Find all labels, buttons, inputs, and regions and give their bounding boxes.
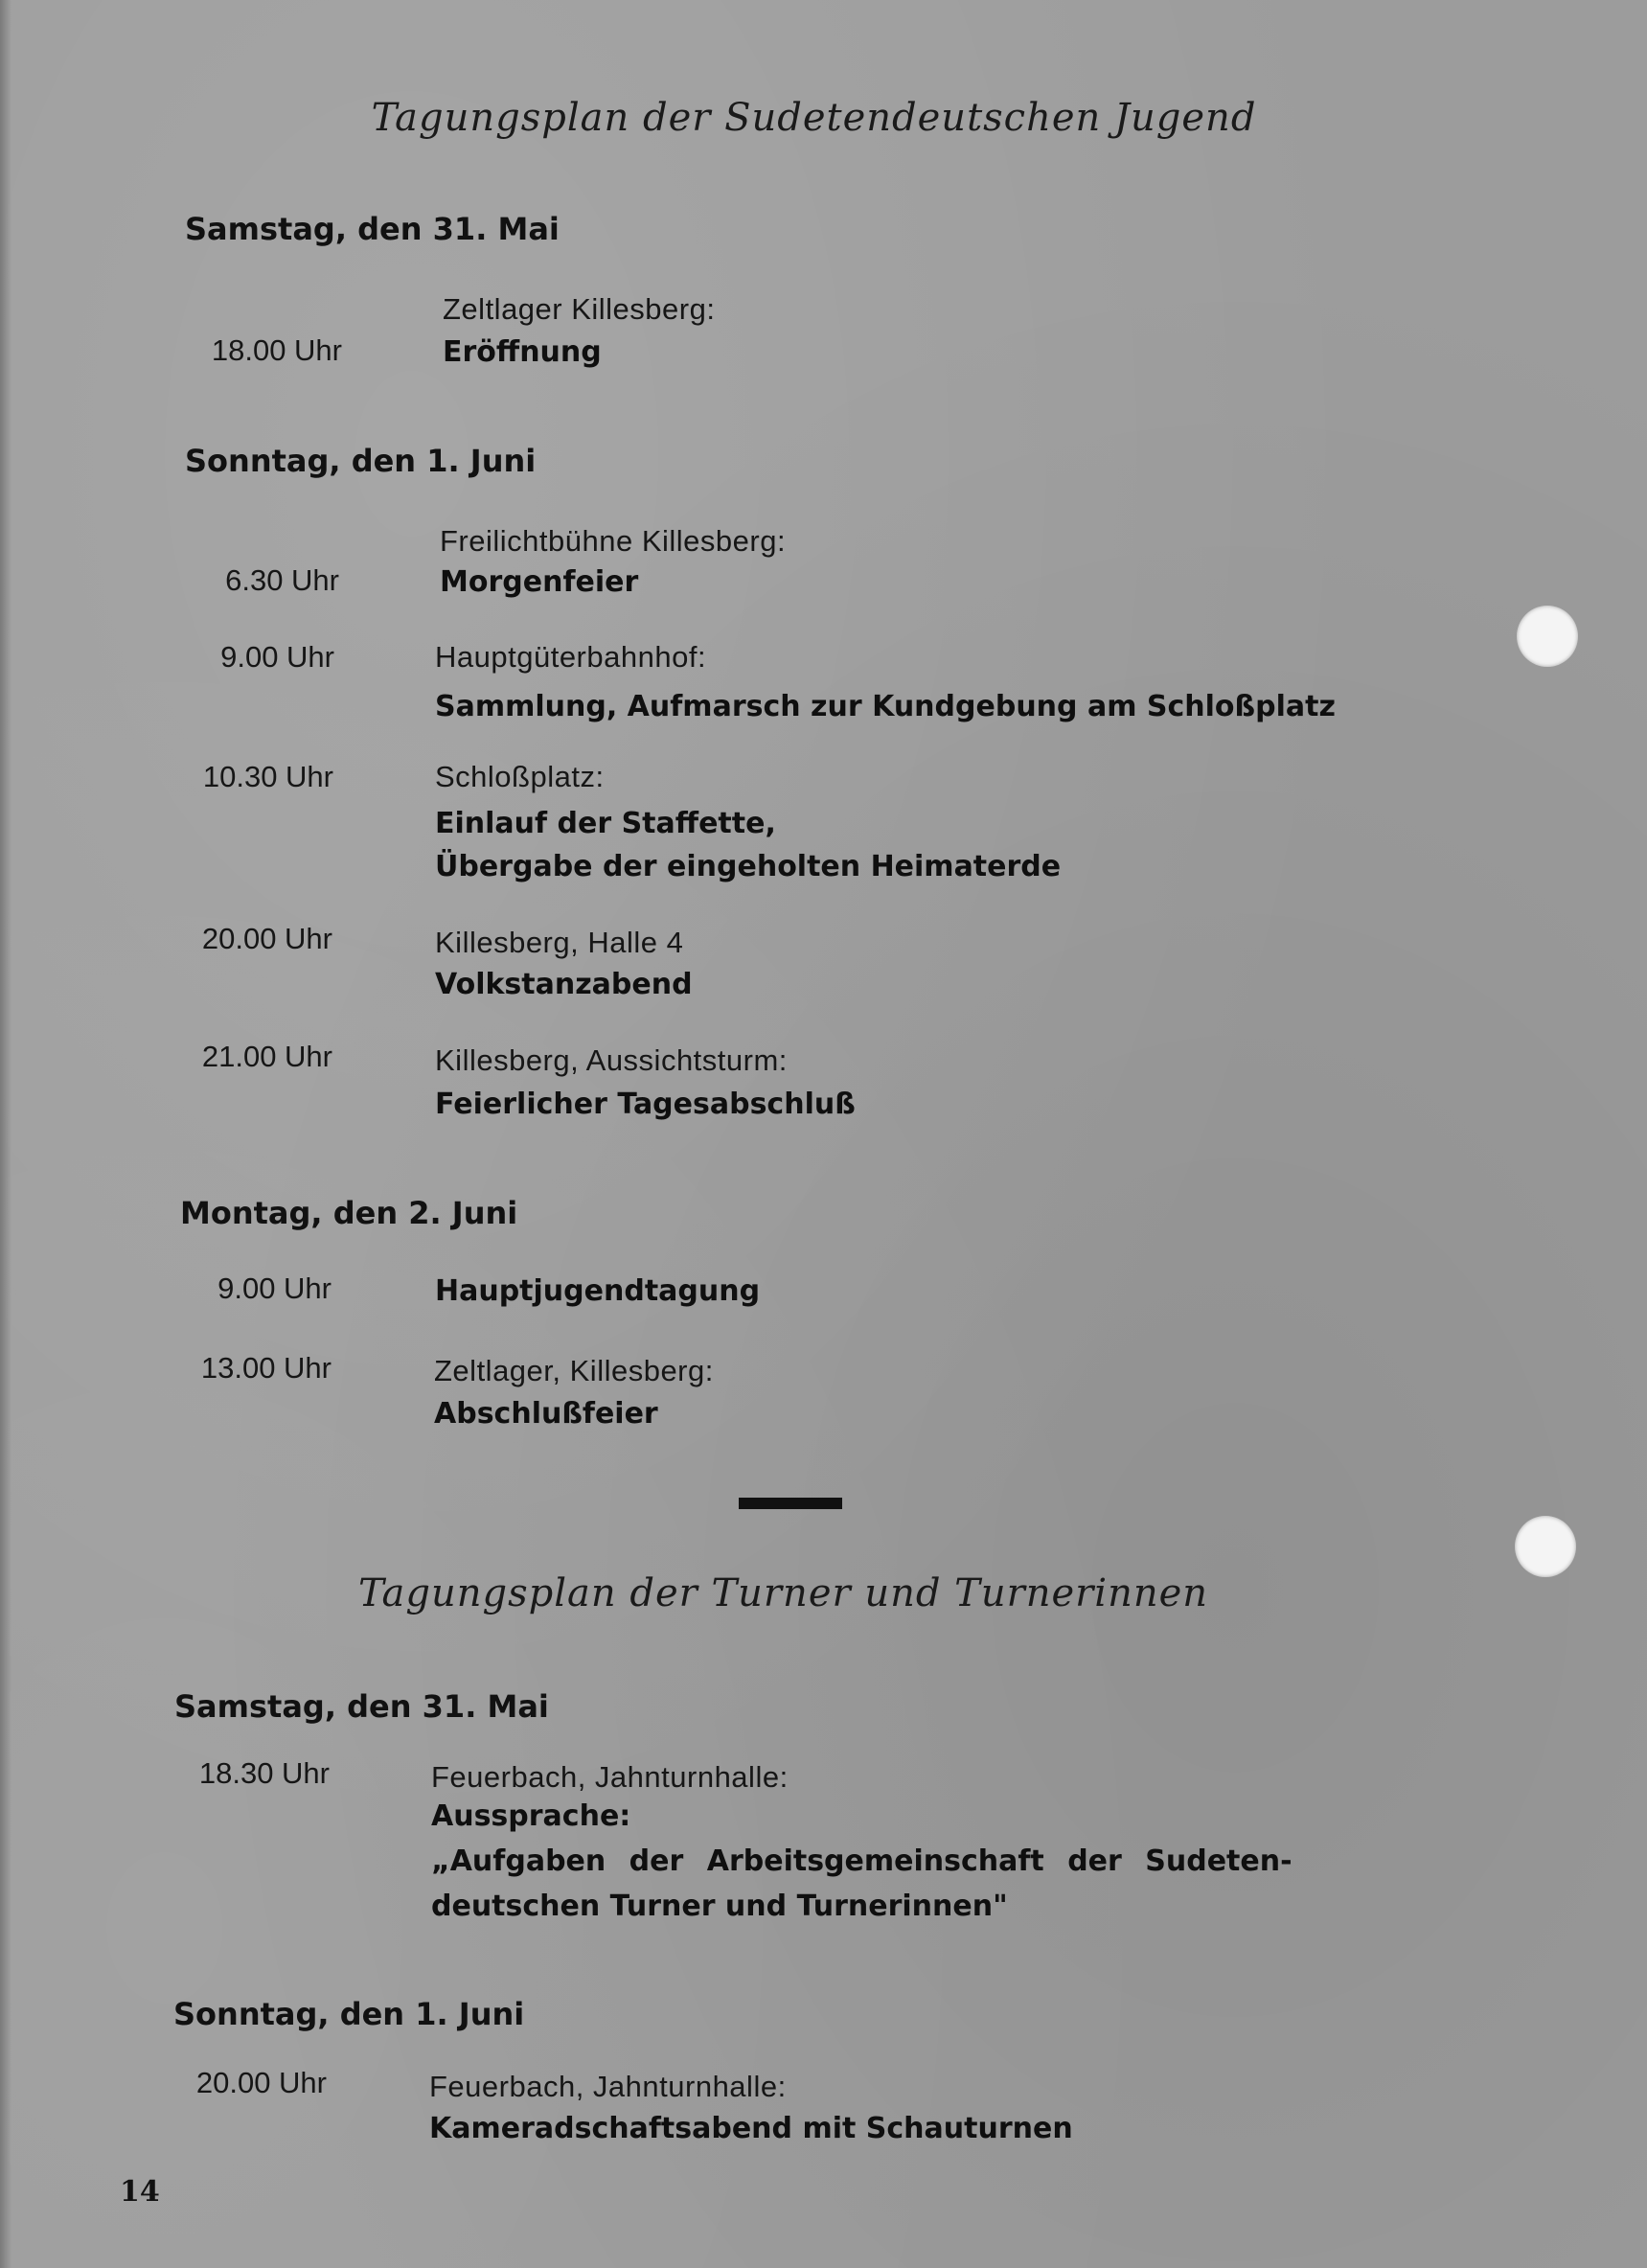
entry-place: Freilichtbühne Killesberg: [440, 524, 787, 558]
entry-place: Schloßplatz: [435, 760, 605, 793]
entry-place: Killesberg, Halle 4 [435, 926, 684, 959]
day-heading: Samstag, den 31. Mai [185, 211, 560, 247]
entry-place: Feuerbach, Jahnturnhalle: [429, 2070, 787, 2103]
section-title-turner: Tagungsplan der Turner und Turnerinnen [357, 1571, 1209, 1615]
entry-event: Eröffnung [443, 335, 602, 369]
entry-event: Aussprache: [431, 1799, 631, 1833]
entry-time: 9.00 Uhr [217, 1271, 332, 1305]
entry-event: deutschen Turner und Turnerinnen" [431, 1890, 1008, 1923]
entry-event: Morgenfeier [440, 565, 639, 599]
entry-event: Übergabe der eingeholten Heimaterde [435, 850, 1062, 883]
page-left-edge [0, 0, 11, 2268]
entry-time: 6.30 Uhr [225, 563, 339, 597]
entry-event: Abschlußfeier [434, 1397, 658, 1431]
entry-place: Zeltlager Killesberg: [443, 292, 716, 326]
entry-time: 20.00 Uhr [201, 922, 332, 955]
entry-place: Feuerbach, Jahnturnhalle: [431, 1760, 789, 1794]
day-heading: Samstag, den 31. Mai [174, 1688, 549, 1725]
section-divider [739, 1498, 842, 1509]
entry-place: Hauptgüterbahnhof: [435, 640, 707, 674]
entry-event: Kameradschaftsabend mit Schauturnen [429, 2112, 1073, 2145]
entry-event: Sammlung, Aufmarsch zur Kundgebung am Schloßplatz [435, 690, 1336, 723]
entry-event: Einlauf der Staffette, [435, 807, 776, 840]
entry-event: Feierlicher Tagesabschluß [435, 1088, 856, 1121]
entry-event: Volkstanzabend [435, 968, 693, 1001]
day-heading: Montag, den 2. Juni [180, 1195, 518, 1231]
entry-event: „Aufgaben der Arbeitsgemeinschaft der Sudeten- [431, 1844, 1292, 1878]
page-number: 14 [120, 2175, 160, 2209]
day-heading: Sonntag, den 1. Juni [185, 443, 537, 479]
entry-time: 21.00 Uhr [201, 1040, 332, 1073]
entry-time: 13.00 Uhr [200, 1351, 332, 1385]
entry-time: 18.30 Uhr [198, 1756, 330, 1790]
entry-time: 18.00 Uhr [211, 333, 342, 367]
punch-hole-bottom [1515, 1516, 1576, 1577]
entry-time: 10.30 Uhr [202, 760, 333, 793]
day-heading: Sonntag, den 1. Juni [173, 1996, 525, 2032]
entry-place: Killesberg, Aussichtsturm: [435, 1043, 788, 1077]
entry-time: 20.00 Uhr [195, 2066, 327, 2099]
punch-hole-top [1517, 606, 1578, 667]
entry-time: 9.00 Uhr [220, 640, 334, 674]
entry-event: Hauptjugendtagung [435, 1274, 761, 1308]
entry-place: Zeltlager, Killesberg: [434, 1354, 714, 1387]
section-title-jugend: Tagungsplan der Sudetendeutschen Jugend [371, 96, 1257, 140]
